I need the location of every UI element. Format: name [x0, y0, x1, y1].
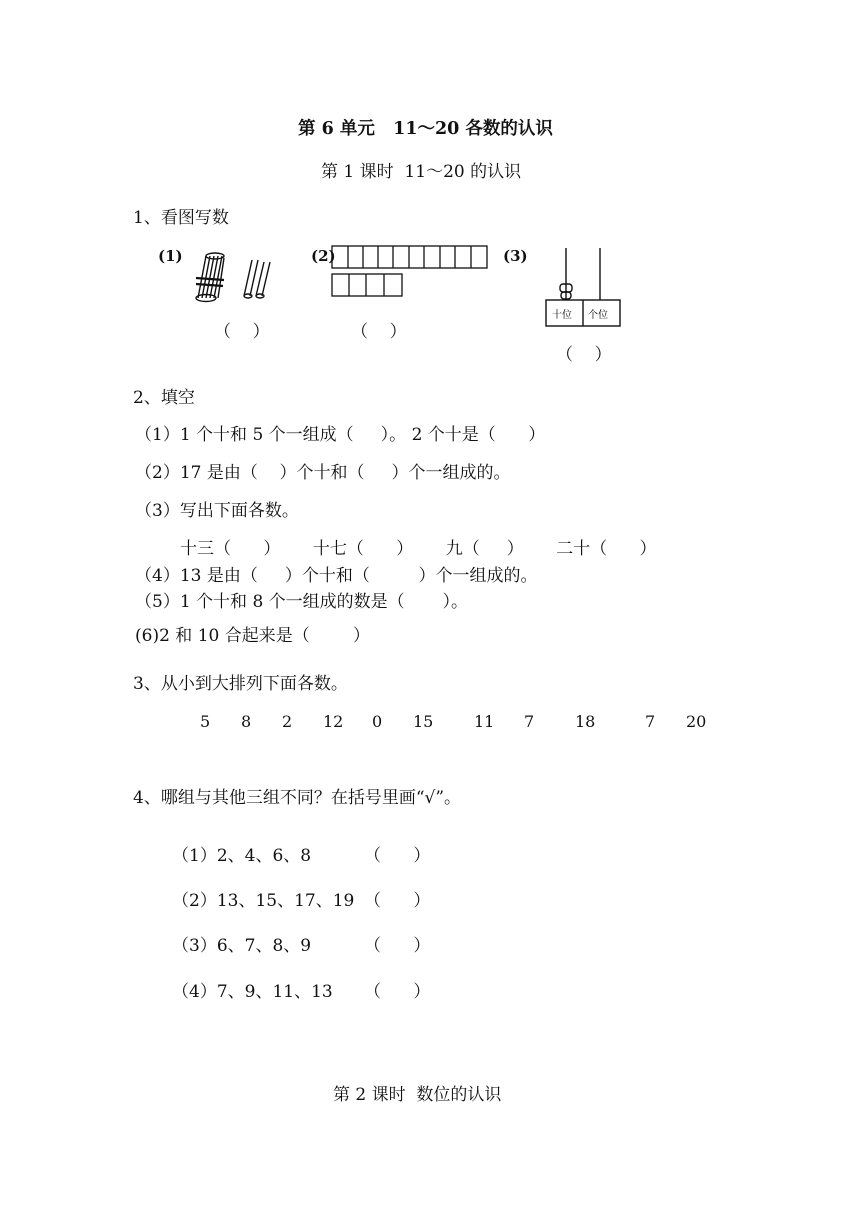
q3-number: 0: [372, 712, 383, 731]
q1-answer-2[interactable]: （ ）: [351, 322, 407, 342]
abacus-tens-label: 十位: [552, 310, 572, 321]
fig3-label: (3): [503, 247, 528, 265]
q2-item-3-numbers: 十三（ ） 十七（ ） 九（ ） 二十（ ）: [180, 539, 657, 559]
unit-title: 第 6 单元 11～20 各数的认识: [298, 119, 553, 139]
q3-number: 5: [200, 712, 211, 731]
abacus-ones-label: 个位: [588, 310, 608, 321]
q2-item-5: （5）1 个十和 8 个一组成的数是（ ）。: [135, 592, 468, 612]
square-blocks-figure: [330, 244, 490, 298]
q3-number: 20: [686, 712, 707, 731]
q3-number: 7: [524, 712, 535, 731]
q4-blank-3[interactable]: （ ）: [364, 936, 431, 956]
lesson1-title: 第 1 课时 11～20 的认识: [321, 162, 522, 182]
q3-number: 18: [575, 712, 596, 731]
q4-blank-1[interactable]: （ ）: [364, 846, 431, 866]
q3-number: 12: [323, 712, 344, 731]
q1-answer-1[interactable]: （ ）: [214, 322, 270, 342]
q3-number: 11: [474, 712, 495, 731]
abacus-figure: [540, 244, 625, 328]
q2-item-2: （2）17 是由（ ）个十和（ ）个一组成的。: [135, 463, 511, 483]
q4-group-1: （1）2、4、6、8: [172, 846, 312, 866]
q4-heading: 4、哪组与其他三组不同？在括号里画“√”。: [133, 788, 462, 808]
q4-group-3: （3）6、7、8、9: [172, 936, 312, 956]
q1-heading: 1、看图写数: [133, 208, 229, 228]
q2-item-6: (6)2 和 10 合起来是（ ）: [135, 626, 370, 646]
q3-number: 7: [645, 712, 656, 731]
q3-number: 2: [282, 712, 293, 731]
sticks-bundle-figure: [190, 250, 280, 306]
q4-blank-2[interactable]: （ ）: [364, 891, 431, 911]
q3-number: 15: [413, 712, 434, 731]
q4-group-2: （2）13、15、17、19: [172, 891, 355, 911]
q3-heading: 3、从小到大排列下面各数。: [133, 674, 348, 694]
fig1-label: (1): [158, 247, 183, 265]
q4-group-4: （4）7、9、11、13: [172, 982, 333, 1002]
q2-item-1: （1）1 个十和 5 个一组成（ ）。 2 个十是（ ）: [135, 425, 546, 445]
lesson2-title: 第 2 课时 数位的认识: [333, 1085, 502, 1105]
q1-answer-3[interactable]: （ ）: [556, 345, 612, 365]
q2-item-3: （3）写出下面各数。: [135, 501, 299, 521]
fig2-label: (2): [311, 247, 336, 265]
q2-heading: 2、填空: [133, 388, 195, 408]
q4-blank-4[interactable]: （ ）: [364, 982, 431, 1002]
q3-number: 8: [241, 712, 252, 731]
q2-item-4: （4）13 是由（ ）个十和（ ）个一组成的。: [135, 566, 538, 586]
